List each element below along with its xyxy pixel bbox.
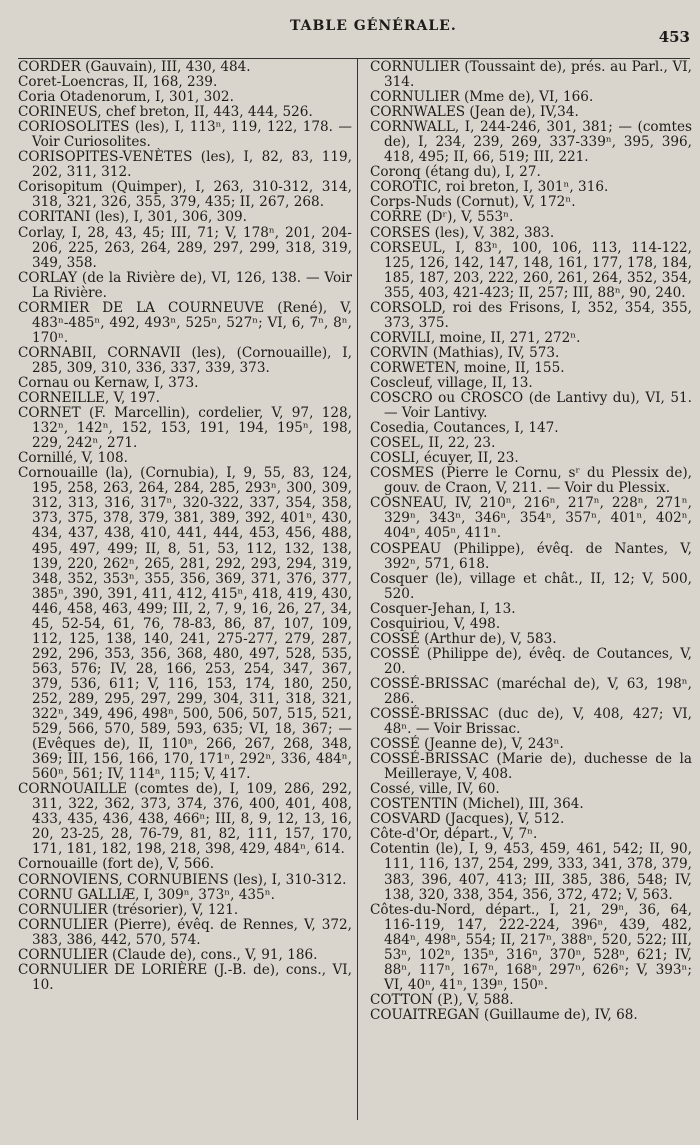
index-entry: Corlay, I, 28, 43, 45; III, 71; V, 178ⁿ, 201, 204-206, 225, 263, 264, 289, 297, 299, 318, 319, 349, 358. — [18, 224, 352, 271]
index-entry: Cossé, ville, IV, 60. — [370, 781, 500, 798]
left-column — [18, 60, 352, 993]
index-entry: Coronq (étang du), I, 27. — [370, 164, 541, 181]
index-entry: CORSES (les), V, 382, 383. — [370, 224, 555, 241]
index-entry: CORNEILLE, V, 197. — [18, 390, 160, 407]
index-entry: Coscleuf, village, II, 13. — [370, 374, 533, 391]
index-entry: CORNOUAILLE (comtes de), I, 109, 286, 292, 311, 322, 362, 373, 374, 376, 400, 401, 408, 433, 435, 436, 438, 466ⁿ; III, 8, 9, 12, 13, 16, 20, 23-25, 28, 76-79, 81, 82, 111, 157, 170, 171, 181, 182, 198, 218, 398, 429, 484ⁿ, 614. — [18, 781, 352, 858]
index-entry: Corisopitum (Quimper), I, 263, 310-312, 314, 318, 321, 326, 355, 379, 435; II, 267, 268. — [18, 179, 352, 211]
index-entry: CORNU GALLIÆ, I, 309ⁿ, 373ⁿ, 435ⁿ. — [18, 886, 275, 903]
index-entry: CORNABII, CORNAVII (les), (Cornouaille), I, 285, 309, 310, 336, 337, 339, 373. — [18, 344, 352, 376]
index-entry: CORRE (Dʳ), V, 553ⁿ. — [370, 209, 514, 226]
index-entry: Cosquer-Jehan, I, 13. — [370, 600, 516, 617]
index-entry: CORITANI (les), I, 301, 306, 309. — [18, 209, 247, 226]
index-entry: COSSÉ (Philippe de), évêq. de Coutances, V, 20. — [370, 645, 692, 677]
index-entry: Cornouaille (fort de), V, 566. — [18, 856, 215, 873]
index-entry: CORIOSOLITES (les), I, 113ⁿ, 119, 122, 178. — Voir Curiosolites. — [18, 119, 352, 151]
index-entry: Cosquer (le), village et chât., II, 12; V, 500, 520. — [370, 570, 692, 602]
index-entry: COSSÉ-BRISSAC (maréchal de), V, 63, 198ⁿ, 286. — [370, 675, 692, 707]
index-entry: COSVARD (Jacques), V, 512. — [370, 811, 565, 828]
index-entry: CORNWALES (Jean de), IV,34. — [370, 104, 579, 121]
index-entry: CORVILI, moine, II, 271, 272ⁿ. — [370, 329, 581, 346]
index-entry: Cosedia, Coutances, I, 147. — [370, 420, 559, 437]
index-entry: COSSÉ (Jeanne de), V, 243ⁿ. — [370, 736, 564, 753]
index-entry: COSTENTIN (Michel), III, 364. — [370, 796, 584, 813]
right-column — [370, 60, 692, 1023]
index-entry: CORNULIER DE LORIÈRE (J.-B. de), cons., VI, 10. — [18, 961, 352, 993]
index-entry: COSMES (Pierre le Cornu, sʳ du Plessix de), gouv. de Craon, V, 211. — Voir du Plessix. — [370, 465, 692, 497]
index-entry: CORDER (Gauvain), III, 430, 484. — [18, 59, 251, 75]
index-entry: CORNET (F. Marcellin), cordelier, V, 97, 128, 132ⁿ, 142ⁿ, 152, 153, 191, 194, 195ⁿ, 198, 229, 242ⁿ, 271. — [18, 405, 352, 452]
index-entry: CORISOPITES-VENÈTES (les), I, 82, 83, 119, 202, 311, 312. — [18, 149, 352, 181]
index-entry: Cornouaille (la), (Cornubia), I, 9, 55, 83, 124, 195, 258, 263, 264, 284, 285, 293ⁿ, 300, 309, 312, 313, 316, 317ⁿ, 320-322, 337, 354, 358, 373, 375, 378, 379, 381, 389, 392, 401ⁿ, 430, 434, 437, 438, 410, 441, 444, 453, 456, 488, 495, 497, 499; II, 8, 51, 53, 112, 132, 138, 139, 220, 262ⁿ, 265, 281, 292, 293, 294, 319, 348, 352, 353ⁿ, 355, 356, 369, 371, 376, 377, 385ⁿ, 390, 391, 411, 412, 415ⁿ, 418, 419, 430, 446, 458, 463, 499; III, 2, 7, 9, 16, 26, 27, 34, 45, 52-54, 61, 76, 78-83, 86, 87, 107, 109, 112, 125, 138, 140, 241, 275-277, 279, 287, 292, 296, 353, 356, 368, 480, 497, 528, 535, 563, 576; IV, 28, 166, 253, 254, 347, 367, 379, 536, 611; V, 116, 153, 174, 180, 250, 252, 289, 295, 297, 299, 304, 311, 318, 321, 322ⁿ, 349, 496, 498ⁿ, 500, 506, 507, 515, 521, 529, 566, 570, 589, 593, 635; VI, 18, 367; — (Evêques de), II, 110ⁿ, 266, 267, 268, 348, 369; III, 156, 166, 170, 171ⁿ, 292ⁿ, 336, 484ⁿ, 560ⁿ, 561; IV, 114ⁿ, 115; V, 417. — [18, 465, 352, 783]
index-entry: CORSEUL, I, 83ⁿ, 100, 106, 113, 114-122, 125, 126, 142, 147, 148, 161, 177, 178, 184, 185, 187, 203, 222, 260, 261, 264, 352, 354, 355, 403, 421-423; II, 257; III, 88ⁿ, 90, 240. — [370, 239, 692, 301]
index-entry: CORVIN (Mathias), IV, 573. — [370, 344, 560, 361]
column-divider — [357, 58, 358, 1120]
index-entry: CORNWALL, I, 244-246, 301, 381; — (comtes de), I, 234, 239, 269, 337-339ⁿ, 395, 396, 418, 495; II, 66, 519; III, 221. — [370, 119, 692, 166]
index-entry: Côte-d'Or, départ., V, 7ⁿ. — [370, 826, 538, 843]
index-entry: COSEL, II, 22, 23. — [370, 435, 496, 452]
index-entry: CORSOLD, roi des Frisons, I, 352, 354, 355, 373, 375. — [370, 299, 692, 331]
index-entry: COSSÉ-BRISSAC (duc de), V, 408, 427; VI, 48ⁿ. — Voir Brissac. — [370, 706, 692, 738]
index-entry: Coret-Loencras, II, 168, 239. — [18, 74, 218, 91]
index-entry: COSSÉ (Arthur de), V, 583. — [370, 630, 557, 647]
index-entry: CORNULIER (trésorier), V, 121. — [18, 901, 239, 918]
index-entry: COSPEAU (Philippe), évêq. de Nantes, V, 392ⁿ, 571, 618. — [370, 540, 692, 572]
index-entry: CORNULIER (Mme de), VI, 166. — [370, 89, 594, 106]
running-title: TABLE GÉNÉRALE. — [290, 18, 457, 34]
index-entry: Cornillé, V, 108. — [18, 450, 128, 467]
index-entry: Coria Otadenorum, I, 301, 302. — [18, 89, 234, 106]
index-entry: Corps-Nuds (Cornut), V, 172ⁿ. — [370, 194, 576, 211]
index-entry: COUAITREGAN (Guillaume de), IV, 68. — [370, 1006, 638, 1023]
index-entry: COSSÉ-BRISSAC (Marie de), duchesse de la Meilleraye, V, 408. — [370, 751, 692, 783]
index-entry: COSCRO ou CROSCO (de Lantivy du), VI, 51. — Voir Lantivy. — [370, 390, 692, 422]
page-header — [0, 18, 700, 48]
index-entry: CORNULIER (Claude de), cons., V, 91, 186. — [18, 946, 318, 963]
index-entry: CORNULIER (Toussaint de), prés. au Parl., VI, 314. — [370, 59, 692, 91]
index-entry: CORINEUS, chef breton, II, 443, 444, 526. — [18, 104, 313, 121]
index-entry: COSNEAU, IV, 210ⁿ, 216ⁿ, 217ⁿ, 228ⁿ, 271ⁿ, 329ⁿ, 343ⁿ, 346ⁿ, 354ⁿ, 357ⁿ, 401ⁿ, 402ⁿ, 404ⁿ, 405ⁿ, 411ⁿ. — [370, 495, 692, 542]
index-entry: Cornau ou Kernaw, I, 373. — [18, 374, 199, 391]
index-entry: CORWETEN, moine, II, 155. — [370, 359, 565, 376]
page-number: 453 — [658, 28, 690, 46]
index-entry: Cotentin (le), I, 9, 453, 459, 461, 542; II, 90, 111, 116, 137, 254, 299, 333, 341, 378, 379, 383, 396, 407, 413; III, 385, 386, 548; IV, 138, 320, 338, 354, 356, 372, 472; V, 563. — [370, 841, 692, 903]
index-entry: COROTIC, roi breton, I, 301ⁿ, 316. — [370, 179, 609, 196]
index-entry: CORLAY (de la Rivière de), VI, 126, 138. — Voir La Rivière. — [18, 269, 352, 301]
index-entry: CORMIER DE LA COURNEUVE (René), V, 483ⁿ-485ⁿ, 492, 493ⁿ, 525ⁿ, 527ⁿ; VI, 6, 7ⁿ, 8ⁿ, 170ⁿ. — [18, 299, 352, 346]
index-entry: COSLI, écuyer, II, 23. — [370, 450, 519, 467]
index-entry: CORNOVIENS, CORNUBIENS (les), I, 310-312. — [18, 871, 347, 888]
index-entry: CORNULIER (Pierre), évêq. de Rennes, V, 372, 383, 386, 442, 570, 574. — [18, 916, 352, 948]
index-entry: COTTON (P.), V, 588. — [370, 991, 514, 1008]
index-entry: Cosquiriou, V, 498. — [370, 615, 501, 632]
index-entry: Côtes-du-Nord, départ., I, 21, 29ⁿ, 36, 64, 116-119, 147, 222-224, 396ⁿ, 439, 482, 484ⁿ, 498ⁿ, 554; II, 217ⁿ, 388ⁿ, 520, 522; III, 53ⁿ, 102ⁿ, 135ⁿ, 316ⁿ, 370ⁿ, 528ⁿ, 621; IV, 88ⁿ, 117ⁿ, 167ⁿ, 168ⁿ, 297ⁿ, 626ⁿ; V, 393ⁿ; VI, 40ⁿ, 41ⁿ, 139ⁿ, 150ⁿ. — [370, 901, 692, 993]
